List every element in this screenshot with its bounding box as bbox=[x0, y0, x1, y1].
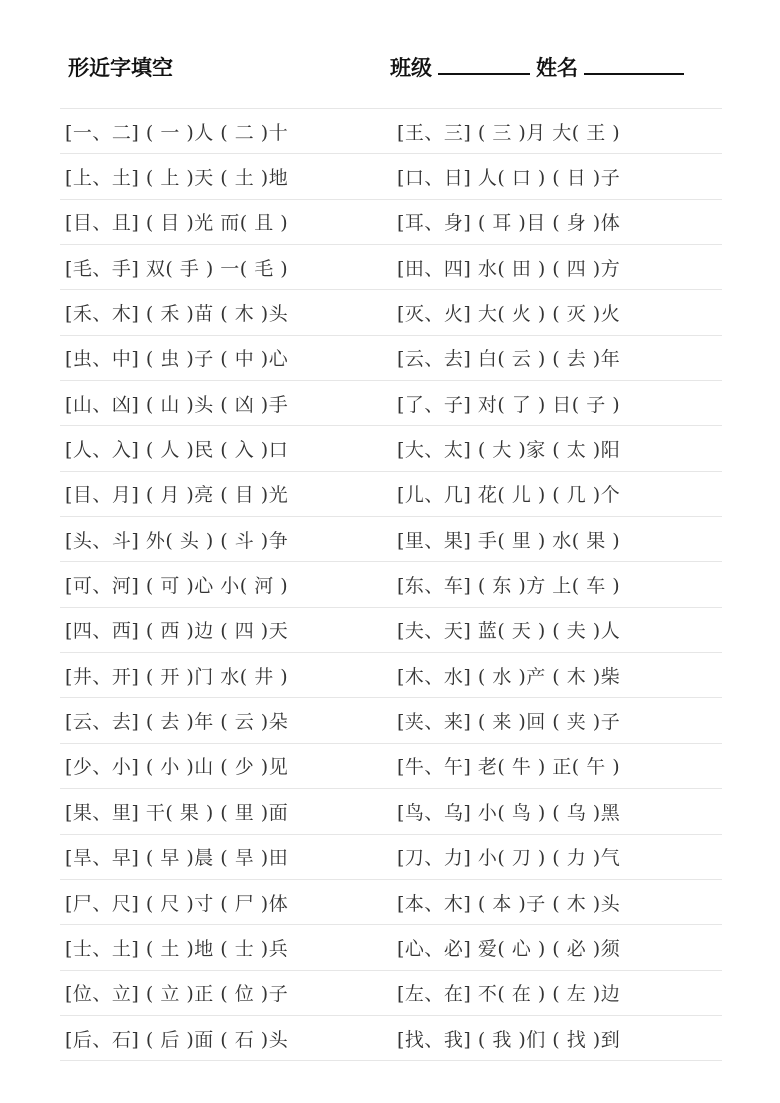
exercise-row bbox=[60, 835, 722, 880]
exercise-left: [虫、中] ( 虫 )子 ( 中 )心 bbox=[65, 348, 289, 371]
exercise-table bbox=[60, 108, 722, 1061]
class-label: 班级 bbox=[390, 56, 432, 80]
exercise-row bbox=[60, 336, 722, 381]
exercise-row bbox=[60, 200, 722, 245]
student-info-fields bbox=[390, 52, 684, 82]
exercise-row bbox=[60, 1016, 722, 1061]
exercise-right: [东、车] ( 东 )方 上( 车 ) bbox=[397, 575, 621, 598]
exercise-right: [儿、几] 花( 儿 ) ( 几 )个 bbox=[397, 484, 621, 507]
exercise-left: [后、石] ( 后 )面 ( 石 )头 bbox=[65, 1028, 289, 1051]
exercise-left: [头、斗] 外( 头 ) ( 斗 )争 bbox=[65, 529, 289, 552]
exercise-left: [一、二] ( 一 )人 ( 二 )十 bbox=[65, 121, 289, 144]
exercise-left: [位、立] ( 立 )正 ( 位 )子 bbox=[65, 983, 289, 1006]
exercise-right: [木、水] ( 水 )产 ( 木 )柴 bbox=[397, 665, 621, 688]
exercise-right: [心、必] 爱( 心 ) ( 必 )须 bbox=[397, 937, 621, 960]
exercise-left: [目、且] ( 目 )光 而( 且 ) bbox=[65, 212, 289, 235]
exercise-left: [云、去] ( 去 )年 ( 云 )朵 bbox=[65, 711, 289, 734]
exercise-row bbox=[60, 653, 722, 698]
exercise-right: [本、木] ( 本 )子 ( 木 )头 bbox=[397, 892, 621, 915]
exercise-row bbox=[60, 472, 722, 517]
exercise-right: [找、我] ( 我 )们 ( 找 )到 bbox=[397, 1028, 621, 1051]
exercise-left: [毛、手] 双( 手 ) 一( 毛 ) bbox=[65, 257, 289, 280]
class-blank[interactable] bbox=[438, 53, 530, 75]
exercise-right: [刀、力] 小( 刀 ) ( 力 )气 bbox=[397, 847, 621, 870]
worksheet-header bbox=[68, 52, 690, 86]
exercise-row bbox=[60, 698, 722, 743]
exercise-right: [灭、火] 大( 火 ) ( 灭 )火 bbox=[397, 303, 621, 326]
exercise-row bbox=[60, 925, 722, 970]
exercise-left: [目、月] ( 月 )亮 ( 目 )光 bbox=[65, 484, 289, 507]
exercise-left: [士、土] ( 土 )地 ( 士 )兵 bbox=[65, 937, 289, 960]
exercise-left: [果、里] 干( 果 ) ( 里 )面 bbox=[65, 801, 289, 824]
exercise-row bbox=[60, 789, 722, 834]
exercise-right: [里、果] 手( 里 ) 水( 果 ) bbox=[397, 529, 621, 552]
exercise-right: [王、三] ( 三 )月 大( 王 ) bbox=[397, 121, 621, 144]
exercise-right: [云、去] 白( 云 ) ( 去 )年 bbox=[397, 348, 621, 371]
exercise-left: [山、凶] ( 山 )头 ( 凶 )手 bbox=[65, 393, 289, 416]
name-blank[interactable] bbox=[584, 53, 684, 75]
exercise-left: [井、开] ( 开 )门 水( 井 ) bbox=[65, 665, 289, 688]
exercise-row bbox=[60, 517, 722, 562]
exercise-row bbox=[60, 608, 722, 653]
exercise-right: [了、子] 对( 了 ) 日( 子 ) bbox=[397, 393, 621, 416]
exercise-row bbox=[60, 381, 722, 426]
exercise-right: [鸟、乌] 小( 鸟 ) ( 乌 )黑 bbox=[397, 801, 621, 824]
exercise-right: [口、日] 人( 口 ) ( 日 )子 bbox=[397, 167, 621, 190]
exercise-row bbox=[60, 154, 722, 199]
page-title: 形近字填空 bbox=[68, 56, 173, 80]
exercise-row bbox=[60, 744, 722, 789]
exercise-left: [可、河] ( 可 )心 小( 河 ) bbox=[65, 575, 289, 598]
exercise-left: [禾、木] ( 禾 )苗 ( 木 )头 bbox=[65, 303, 289, 326]
exercise-left: [旱、早] ( 早 )晨 ( 旱 )田 bbox=[65, 847, 289, 870]
exercise-right: [牛、午] 老( 牛 ) 正( 午 ) bbox=[397, 756, 621, 779]
exercise-row bbox=[60, 290, 722, 335]
exercise-right: [夫、天] 蓝( 天 ) ( 夫 )人 bbox=[397, 620, 621, 643]
exercise-right: [田、四] 水( 田 ) ( 四 )方 bbox=[397, 257, 621, 280]
exercise-right: [大、太] ( 大 )家 ( 太 )阳 bbox=[397, 439, 621, 462]
exercise-row bbox=[60, 245, 722, 290]
exercise-row bbox=[60, 562, 722, 607]
exercise-left: [人、入] ( 人 )民 ( 入 )口 bbox=[65, 439, 289, 462]
exercise-row bbox=[60, 971, 722, 1016]
exercise-right: [左、在] 不( 在 ) ( 左 )边 bbox=[397, 983, 621, 1006]
exercise-row bbox=[60, 426, 722, 471]
exercise-right: [夹、来] ( 来 )回 ( 夹 )子 bbox=[397, 711, 621, 734]
exercise-left: [尸、尺] ( 尺 )寸 ( 尸 )体 bbox=[65, 892, 289, 915]
exercise-left: [四、西] ( 西 )边 ( 四 )天 bbox=[65, 620, 289, 643]
exercise-left: [少、小] ( 小 )山 ( 少 )见 bbox=[65, 756, 289, 779]
exercise-right: [耳、身] ( 耳 )目 ( 身 )体 bbox=[397, 212, 621, 235]
exercise-row bbox=[60, 880, 722, 925]
exercise-left: [上、土] ( 上 )天 ( 土 )地 bbox=[65, 167, 289, 190]
name-label: 姓名 bbox=[536, 56, 578, 80]
exercise-row bbox=[60, 109, 722, 154]
